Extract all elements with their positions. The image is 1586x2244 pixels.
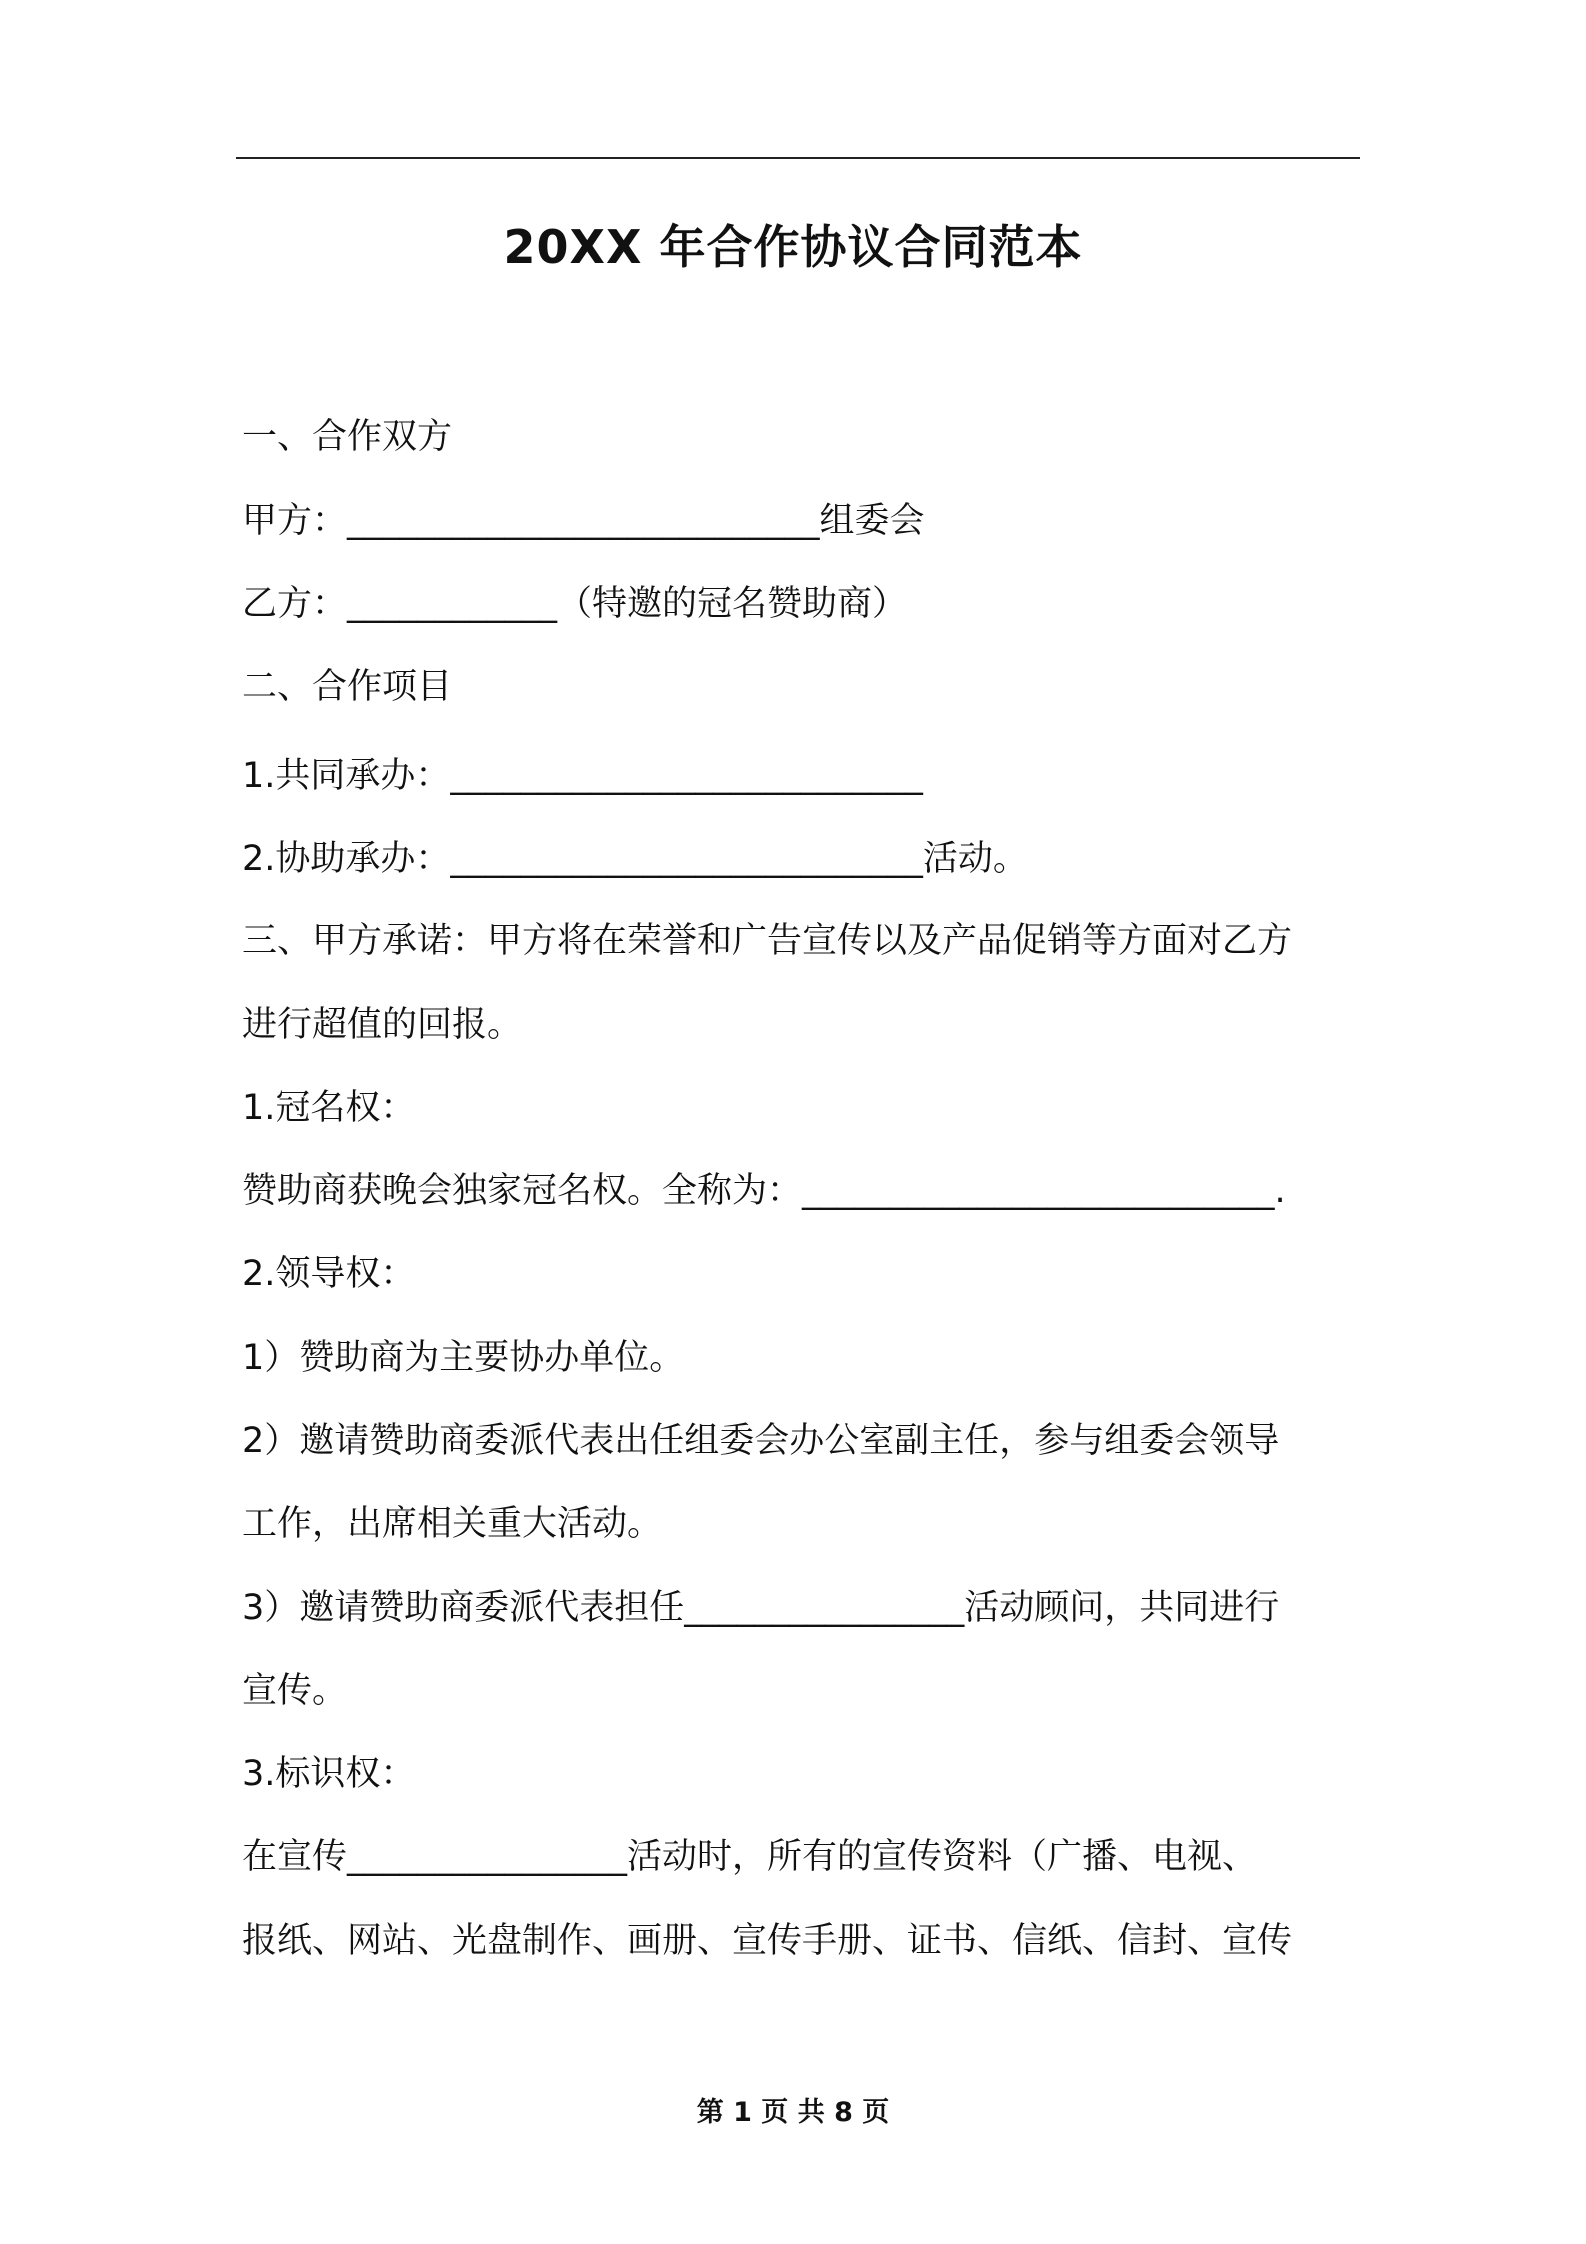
logo-rights-text: 在宣传________________活动时，所有的宣传资料（广播、电视、	[242, 1837, 1258, 1877]
document-title: 20XX 年合作协议合同范本	[503, 220, 1083, 274]
leadership-item-3-continuation: 宣传。	[242, 1671, 348, 1711]
page-number-footer: 第 1 页 共 8 页	[696, 2097, 890, 2128]
party-b-line: 乙方：____________（特邀的冠名赞助商）	[242, 584, 908, 624]
section-heading-parties: 一、合作双方	[242, 417, 453, 457]
logo-rights-text-continuation: 报纸、网站、光盘制作、画册、宣传手册、证书、信纸、信封、宣传	[242, 1921, 1293, 1961]
assist-host-line: 2.协助承办：___________________________活动。	[242, 839, 1028, 879]
joint-host-line: 1.共同承办：___________________________	[242, 756, 923, 796]
leadership-item-2-continuation: 工作，出席相关重大活动。	[242, 1504, 663, 1544]
leadership-item-2: 2）邀请赞助商委派代表出任组委会办公室副主任，参与组委会领导	[242, 1421, 1280, 1461]
naming-rights-text: 赞助商获晚会独家冠名权。全称为：___________________________.	[242, 1171, 1286, 1211]
section-heading-commitment: 三、甲方承诺：甲方将在荣誉和广告宣传以及产品促销等方面对乙方	[242, 921, 1293, 961]
leadership-item-1: 1）赞助商为主要协办单位。	[242, 1338, 685, 1378]
commitment-continuation: 进行超值的回报。	[242, 1005, 523, 1045]
header-rule	[236, 157, 1360, 159]
section-heading-projects: 二、合作项目	[242, 667, 453, 707]
naming-rights-heading: 1.冠名权：	[242, 1088, 416, 1128]
leadership-heading: 2.领导权：	[242, 1254, 416, 1294]
leadership-item-3: 3）邀请赞助商委派代表担任________________活动顾问，共同进行	[242, 1588, 1280, 1628]
logo-rights-heading: 3.标识权：	[242, 1754, 416, 1794]
party-a-line: 甲方：___________________________组委会	[242, 501, 925, 541]
